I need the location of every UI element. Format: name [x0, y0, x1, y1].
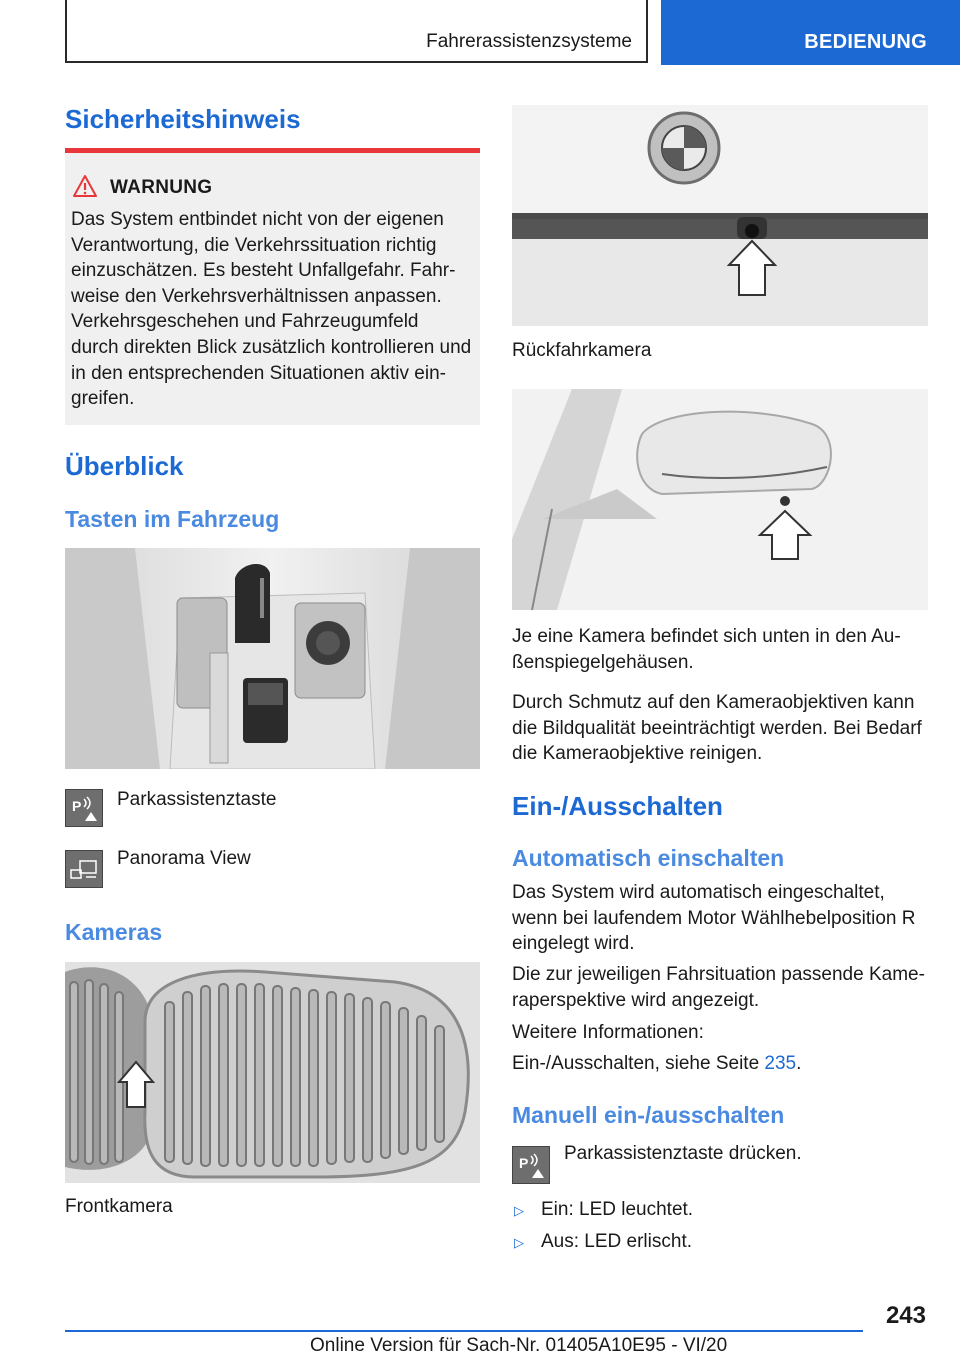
paragraph-auto-1	[512, 880, 942, 957]
heading-auto-on: Automatisch einschalten	[512, 845, 785, 871]
reference-end: .	[796, 1053, 802, 1074]
page-number: 243	[885, 1302, 926, 1329]
text-line: die Kameraobjektive reinigen.	[512, 743, 763, 764]
text-line: die Bildqualität beeinträchtigt werden. Bei Bedarf	[512, 717, 922, 739]
text-line: raperspektive wird angezeigt.	[512, 989, 760, 1011]
text-line: Die zur jeweiligen Fahrsituation passende Kame-	[512, 964, 925, 985]
warning-line: weise den Verkehrsverhältnissen anpassen.	[71, 285, 442, 307]
heading-safety: Sicherheitshinweis	[65, 104, 301, 134]
rear-camera-image	[512, 105, 928, 326]
page-reference	[512, 1051, 801, 1077]
panorama-view-icon	[65, 850, 103, 888]
heading-cameras: Kameras	[65, 919, 163, 945]
svg-text:P: P	[519, 1155, 529, 1171]
text-line: ßenspiegelgehäusen.	[512, 651, 694, 673]
bullet-triangle-icon: ▷	[514, 1235, 524, 1250]
paragraph-dirt	[512, 690, 942, 767]
manual-instruction: Parkassistenztaste drücken.	[564, 1143, 802, 1164]
warning-line: Das System entbindet nicht von der eigenen	[71, 209, 444, 230]
park-assist-icon	[512, 1146, 550, 1184]
warning-line: durch direkten Blick zusätzlich kontrollieren und	[71, 336, 472, 358]
heading-overview: Überblick	[65, 451, 184, 481]
svg-text:P: P	[72, 798, 82, 814]
reference-page-link[interactable]: 235	[764, 1053, 797, 1074]
more-info-label: Weitere Informationen:	[512, 1022, 704, 1043]
header-section-title: Fahrerassistenzsysteme	[426, 31, 632, 52]
footer-online-version: Online Version für Sach-Nr. 01405A10E95 - VI/20	[310, 1335, 728, 1356]
heading-buttons: Tasten im Fahrzeug	[65, 506, 280, 532]
warning-label: WARNUNG	[110, 177, 213, 198]
center-console-image	[65, 548, 480, 769]
text-line: Je eine Kamera befindet sich unten in den Au-	[512, 626, 901, 647]
text-line: Das System wird automatisch eingeschaltet,	[512, 882, 885, 903]
warning-line: Verantwortung, die Verkehrssituation richtig	[71, 234, 437, 256]
park-assist-label: Parkassistenztaste	[117, 789, 277, 810]
footer-divider	[65, 1330, 863, 1332]
warning-line: in den entsprechenden Situationen aktiv ein-	[71, 362, 446, 384]
panorama-view-label: Panorama View	[117, 848, 251, 869]
warning-line: greifen.	[71, 388, 135, 410]
warning-triangle-icon	[73, 175, 97, 197]
header-chapter-title: BEDIENUNG	[804, 31, 927, 53]
bullet-item: Ein: LED leuchtet.	[541, 1199, 694, 1220]
side-camera-image	[512, 389, 928, 610]
rear-camera-caption: Rückfahrkamera	[512, 340, 652, 361]
bullet-item: Aus: LED erlischt.	[541, 1231, 692, 1252]
paragraph-mirror-camera	[512, 624, 932, 675]
warning-line: Verkehrsgeschehen und Fahrzeugumfeld	[71, 311, 419, 333]
text-line: wenn bei laufendem Motor Wählhebelposition R	[512, 907, 916, 929]
reference-text: Ein-/Ausschalten, siehe Seite	[512, 1053, 765, 1074]
header-section-box	[65, 0, 648, 63]
warning-box	[65, 148, 480, 425]
header-chapter-box	[661, 0, 960, 65]
heading-manual-on-off: Manuell ein-/ausschalten	[512, 1102, 785, 1128]
park-assist-icon	[65, 789, 103, 827]
warning-line: einzuschätzen. Es besteht Unfallgefahr. Fahr-	[71, 260, 456, 282]
warning-text	[71, 207, 476, 412]
text-line: eingelegt wird.	[512, 933, 635, 954]
front-camera-caption: Frontkamera	[65, 1196, 173, 1217]
heading-on-off: Ein-/Ausschalten	[512, 791, 723, 821]
front-camera-image	[65, 962, 480, 1183]
bullet-triangle-icon: ▷	[514, 1203, 524, 1218]
text-line: Durch Schmutz auf den Kameraobjektiven kann	[512, 692, 915, 713]
paragraph-auto-2	[512, 962, 942, 1013]
